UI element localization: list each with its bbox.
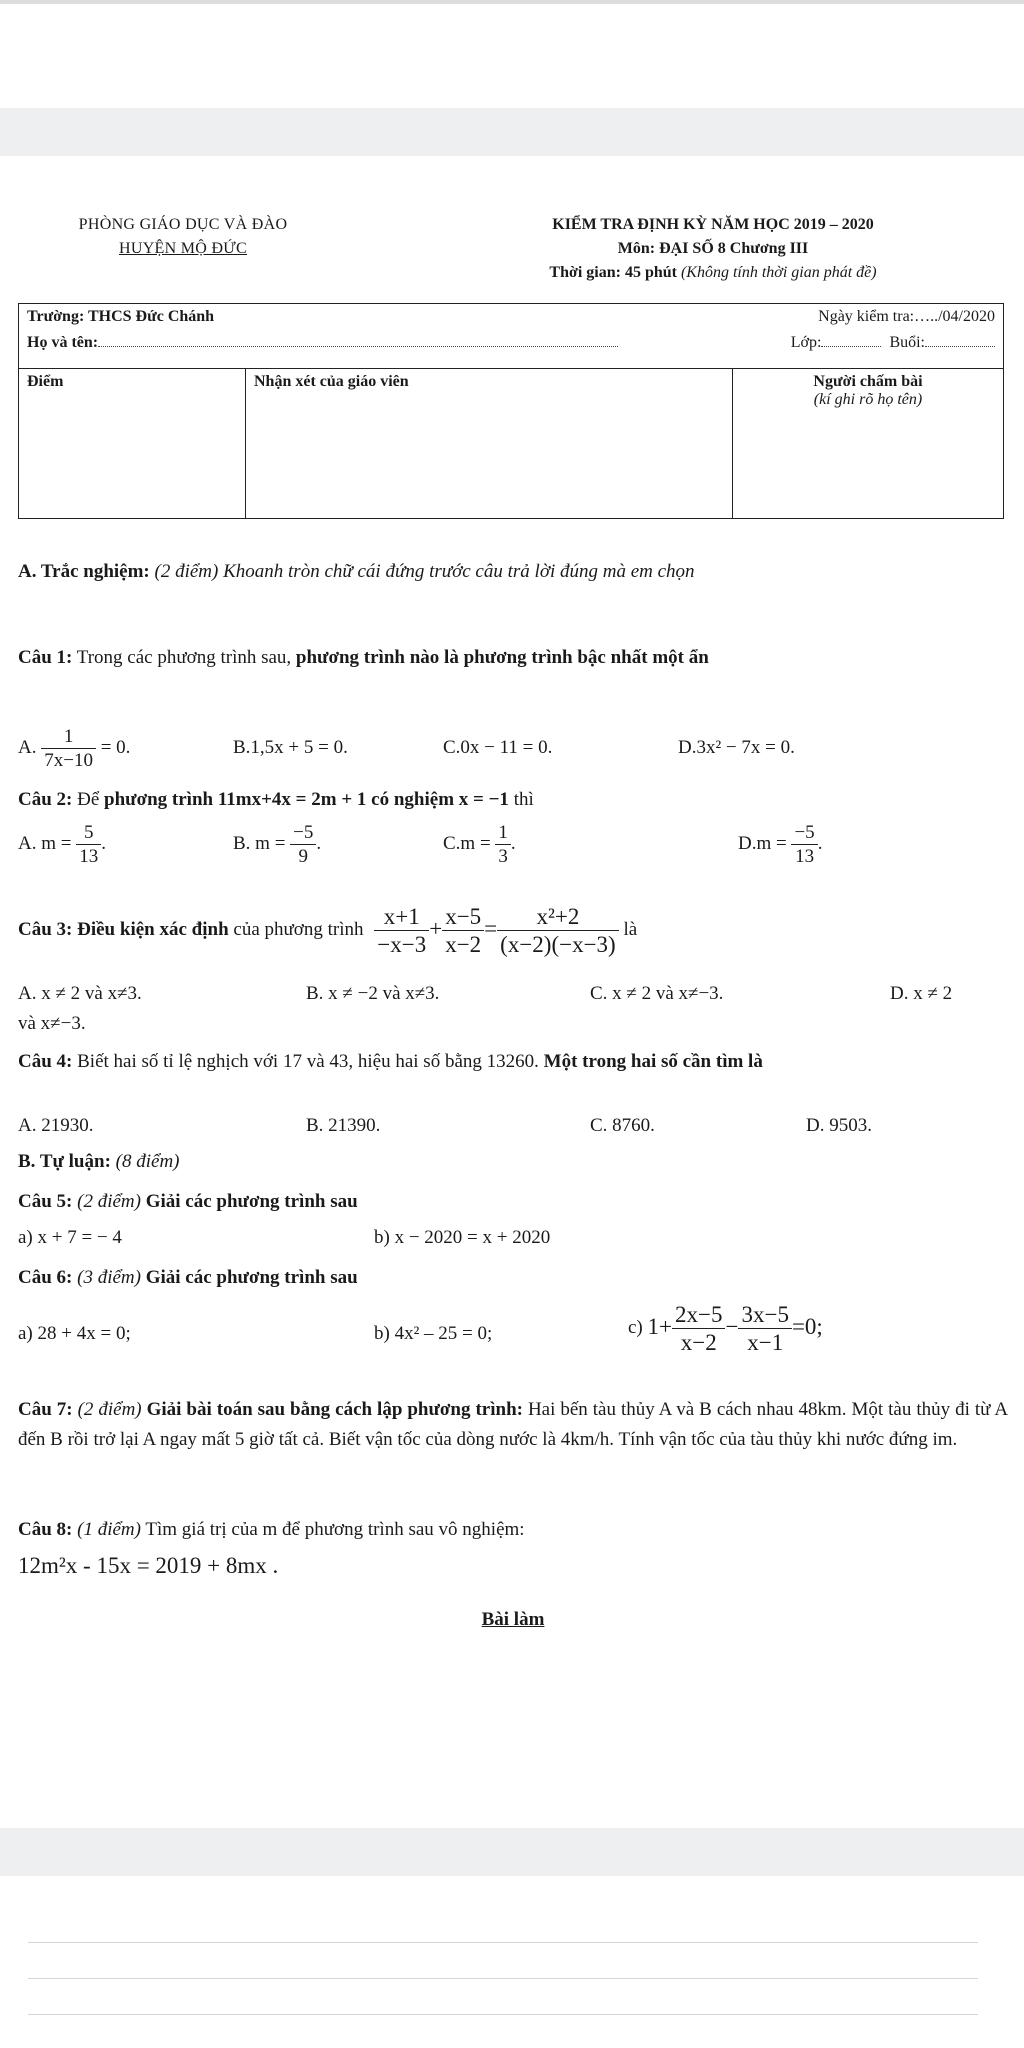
- q4-option-d[interactable]: D. 9503.: [806, 1115, 872, 1136]
- dept-line2: HUYỆN MỘ ĐỨC: [118, 240, 247, 257]
- q2-d-prefix: D.m =: [738, 832, 787, 854]
- q2-b-num: −5: [293, 822, 314, 843]
- q2-c-prefix: C.m =: [443, 832, 491, 854]
- section-b-points: (8 điểm): [115, 1151, 180, 1172]
- time-note: (Không tính thời gian phát đề): [680, 264, 877, 281]
- section-a-instruction: Khoanh tròn chữ cái đứng trước câu trả lời đúng mà em chọn: [223, 561, 695, 582]
- q6-c-fraction-2: [738, 1303, 791, 1354]
- section-a-points: (2 điểm): [154, 561, 219, 582]
- q4-text: Biết hai số tỉ lệ nghịch với 17 và 43, hiệu hai số bằng 13260.: [77, 1051, 539, 1072]
- q7-points: (2 điểm): [77, 1399, 142, 1420]
- department-header: [18, 213, 348, 261]
- q8-equation: 12m²x - 15x = 2019 + 8mx .: [18, 1553, 279, 1578]
- q2-option-d[interactable]: D.m = $\frac{-5}{13}$ .: [738, 822, 823, 867]
- q3-tail: là: [623, 918, 638, 940]
- q3-equation: $\frac{x+1}{-x-3}$ + $\frac{x-5}{x-2}$ = $\frac{\text{x²+2}}{(x-2)(-x-3)}$: [374, 905, 618, 956]
- q1-a-prefix: A.: [18, 736, 37, 758]
- q1-a-tail: = 0.: [100, 736, 131, 758]
- q1-a-den: 7x−10: [41, 748, 96, 770]
- question-6: [18, 1263, 1008, 1293]
- q1-option-c[interactable]: C.0x − 11 = 0.: [443, 737, 553, 758]
- exam-page: [18, 205, 1008, 1825]
- q3-option-d[interactable]: D. x ≠ 2: [890, 983, 953, 1004]
- q1-a-fraction: [41, 727, 96, 770]
- exam-date: Ngày kiểm tra:…../04/2020: [818, 308, 995, 325]
- q2-option-b[interactable]: B. m = $\frac{-5}{9}$ .: [233, 822, 322, 867]
- q3-f1-num: x+1: [383, 904, 420, 929]
- name-field[interactable]: [98, 346, 618, 347]
- q4-option-c[interactable]: C. 8760.: [590, 1115, 655, 1136]
- q2-d-den: 13: [791, 844, 817, 866]
- q3-fraction-1: [374, 905, 429, 956]
- q2-option-c[interactable]: C.m = $\frac{1}{3}$ .: [443, 822, 516, 867]
- question-2: [18, 785, 1008, 815]
- q3-f1-den: −x−3: [374, 930, 429, 956]
- section-a-title: A. Trắc nghiệm:: [18, 561, 150, 582]
- q2-a-prefix: A. m =: [18, 832, 72, 854]
- q8-text: Tìm giá trị của m để phương trình sau vô nghiệm:: [145, 1519, 525, 1540]
- teacher-comment-label: Nhận xét của giáo viên: [254, 373, 409, 390]
- q6-f1-num: 2x−5: [675, 1302, 723, 1327]
- exam-time: [418, 261, 1008, 285]
- q2-b-prefix: B. m =: [233, 832, 286, 854]
- q1-option-d[interactable]: D.3x² − 7x = 0.: [678, 737, 795, 758]
- answer-line-1: [28, 1942, 978, 1943]
- q2-b-fraction: [290, 823, 316, 866]
- q6-points: (3 điểm): [77, 1267, 141, 1288]
- q3-f3-den: (x−2)(−x−3): [497, 930, 619, 956]
- q4-option-a[interactable]: A. 21930.: [18, 1115, 94, 1136]
- name-label: Họ và tên:: [27, 334, 99, 351]
- q5-label: Câu 5:: [18, 1191, 73, 1212]
- question-1: [18, 643, 1008, 673]
- q6-part-a: a) 28 + 4x = 0;: [18, 1323, 131, 1344]
- q3-text: của phương trình: [233, 918, 364, 940]
- q6-c-prefix: c): [628, 1316, 643, 1338]
- q2-text: Để: [77, 789, 100, 810]
- answer-heading-text: Bài làm: [481, 1609, 545, 1630]
- q6-c-lead: 1+: [647, 1313, 672, 1339]
- section-b-title: B. Tự luận:: [18, 1151, 111, 1172]
- q3-option-c[interactable]: C. x ≠ 2 và x≠−3.: [590, 983, 724, 1004]
- q2-tail: thì: [513, 789, 534, 810]
- q1-label: Câu 1:: [18, 647, 73, 668]
- q3-fraction-3: [497, 905, 619, 956]
- q6-c-tail: =0;: [791, 1313, 823, 1339]
- q3-f3-num: x²+2: [536, 904, 580, 929]
- question-8: [18, 1515, 1008, 1545]
- question-3: [18, 905, 1008, 956]
- q2-c-num: 1: [498, 822, 508, 843]
- q2-a-num: 5: [83, 822, 94, 843]
- student-info-box: [18, 303, 1004, 519]
- q1-a-num: 1: [63, 726, 74, 747]
- score-label: Điểm: [27, 373, 64, 390]
- q7-text: Hai bến tàu thủy A và B cách nhau 48km. Một tàu thủy đi từ A đến B rồi trở lại A ngay mất 5 giờ tất cả. Biết vận tốc của dòng nước là 4km/h. Tính vận tốc của tàu thủy khi nước đứng im.: [18, 1399, 1009, 1450]
- q3-option-d-continued: và x≠−3.: [18, 1013, 86, 1034]
- q2-option-a[interactable]: A. m = $\frac{5}{13}$ .: [18, 822, 106, 867]
- q7-bold-text: Giải bài toán sau bằng cách lập phương trình:: [146, 1399, 523, 1420]
- q1-option-a[interactable]: [18, 727, 130, 770]
- q6-f2-den: x−1: [738, 1328, 791, 1354]
- q3-fraction-2: [442, 905, 484, 956]
- section-b-heading: [18, 1147, 1008, 1177]
- q1-text: Trong các phương trình sau,: [76, 647, 292, 668]
- q6-c-fraction-1: [672, 1303, 725, 1354]
- grader-note: (kí ghi rõ họ tên): [813, 391, 923, 408]
- top-band: [0, 108, 1024, 156]
- q2-c-den: 3: [495, 844, 511, 866]
- q3-option-b[interactable]: B. x ≠ −2 và x≠3.: [306, 983, 440, 1004]
- q2-c-fraction: [495, 823, 511, 866]
- time-label: Thời gian: 45 phút: [549, 264, 677, 281]
- exam-title: KIỂM TRA ĐỊNH KỲ NĂM HỌC 2019 – 2020: [552, 216, 874, 233]
- grader-label: Người chấm bài: [813, 373, 923, 390]
- q6-f1-den: x−2: [672, 1328, 725, 1354]
- q2-b-den: 9: [290, 844, 316, 866]
- q3-f2-den: x−2: [442, 930, 484, 956]
- dept-line1: PHÒNG GIÁO DỤC VÀ ĐÀO: [78, 216, 288, 233]
- session-field[interactable]: [925, 346, 995, 347]
- q2-d-fraction: [791, 823, 817, 866]
- q4-label: Câu 4:: [18, 1051, 73, 1072]
- bottom-band: [0, 1828, 1024, 1876]
- q6-f2-num: 3x−5: [741, 1302, 789, 1327]
- question-7: [18, 1395, 1008, 1455]
- question-4: [18, 1047, 1008, 1077]
- q8-label: Câu 8:: [18, 1519, 73, 1540]
- school-name: Trường: THCS Đức Chánh: [27, 308, 215, 325]
- q1-option-b[interactable]: B.1,5x + 5 = 0.: [233, 737, 348, 758]
- q6-part-c: [628, 1303, 823, 1354]
- question-5: [18, 1187, 1008, 1217]
- q1-bold-text: phương trình nào là phương trình bậc nhất một ẩn: [295, 647, 709, 668]
- q5-points: (2 điểm): [77, 1191, 141, 1212]
- q2-bold-text: phương trình 11mx+4x = 2m + 1 có nghiệm x = −1: [104, 789, 509, 810]
- answer-line-2: [28, 1978, 978, 1979]
- exam-header: [418, 213, 1008, 285]
- q6-label: Câu 6:: [18, 1267, 73, 1288]
- q4-bold-text: Một trong hai số cần tìm là: [543, 1051, 763, 1072]
- q7-label: Câu 7:: [18, 1399, 73, 1420]
- session-label: Buổi:: [889, 334, 925, 351]
- q3-option-a[interactable]: A. x ≠ 2 và x≠3.: [18, 983, 142, 1004]
- class-field[interactable]: [821, 346, 881, 347]
- class-label: Lớp:: [790, 334, 822, 351]
- answer-line-3: [28, 2014, 978, 2015]
- q2-label: Câu 2:: [18, 789, 73, 810]
- q5-part-b: b) x − 2020 = x + 2020: [374, 1227, 551, 1248]
- q8-points: (1 điểm): [77, 1519, 141, 1540]
- answer-heading: [18, 1605, 1008, 1635]
- q2-d-num: −5: [794, 822, 815, 843]
- q6-c-equation: 1+ $\frac{2x-5}{x-2}$ − $\frac{3x-5}{x-1}$ =0;: [647, 1302, 823, 1355]
- q2-a-den: 13: [76, 844, 101, 866]
- q3-label: Câu 3:: [18, 918, 73, 940]
- q4-option-b[interactable]: B. 21390.: [306, 1115, 381, 1136]
- q5-part-a: a) x + 7 = − 4: [18, 1227, 122, 1248]
- q2-a-fraction: [76, 823, 101, 866]
- q3-bold-text: Điều kiện xác định: [77, 918, 229, 940]
- q3-f2-num: x−5: [445, 904, 482, 929]
- top-edge: [0, 0, 1024, 4]
- q6-part-b: b) 4x² ‒ 25 = 0;: [374, 1323, 493, 1344]
- section-a-heading: [18, 557, 1008, 587]
- q6-bold-text: Giải các phương trình sau: [145, 1267, 358, 1288]
- q5-bold-text: Giải các phương trình sau: [145, 1191, 358, 1212]
- exam-subject: Môn: ĐẠI SỐ 8 Chương III: [617, 240, 809, 257]
